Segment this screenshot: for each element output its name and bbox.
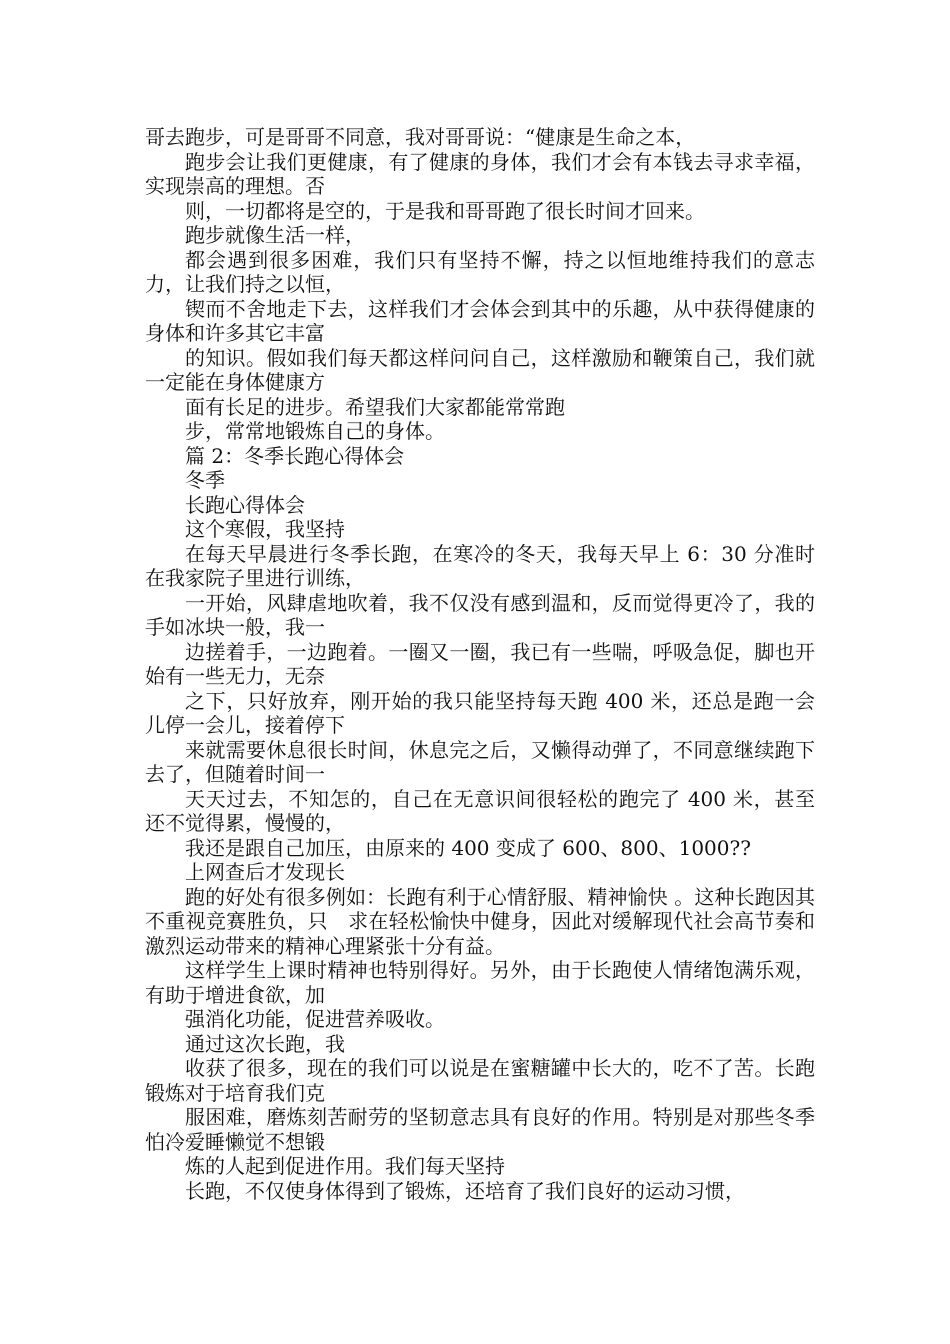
paragraph: 服困难，磨炼刻苦耐劳的坚韧意志具有良好的作用。特别是对那些冬季怕冷爱睡懒觉不想锻 (145, 1105, 815, 1154)
paragraph: 天天过去，不知怎的，自己在无意识间很轻松的跑完了 400 米，甚至还不觉得累，慢慢的， (145, 786, 815, 835)
paragraph: 跑的好处有很多例如：长跑有利于心情舒服、精神愉快 。这种长跑因其不重视竞赛胜负，只 求在轻松愉快中健身，因此对缓解现代社会高节奏和激烈运动带来的精神心理紧张十分有益。 (145, 884, 815, 958)
paragraph: 这个寒假，我坚持 (185, 517, 345, 541)
paragraph: 都会遇到很多困难，我们只有坚持不懈，持之以恒地维持我们的意志力，让我们持之以恒， (145, 247, 815, 296)
paragraph: 长跑心得体会 (185, 492, 305, 517)
paragraph: 之下，只好放弃，刚开始的我只能坚持每天跑 400 米，还总是跑一会儿停一会儿，接着停下 (145, 688, 815, 737)
paragraph: 则，一切都将是空的，于是我和哥哥跑了很长时间才回来。 (185, 198, 705, 223)
paragraph: 这样学生上课时精神也特别得好。另外，由于长跑使人情绪饱满乐观，有助于增进食欲，加 (145, 958, 815, 1007)
paragraph: 在每天早晨进行冬季长跑，在寒冷的冬天，我每天早上 6：30 分准时在我家院子里进行训练， (145, 541, 815, 590)
paragraph: 跑步会让我们更健康，有了健康的身体，我们才会有本钱去寻求幸福，实现崇高的理想。否 (145, 149, 815, 198)
paragraph: 长跑，不仅使身体得到了锻炼，还培育了我们良好的运动习惯， (185, 1178, 745, 1203)
paragraph: 我还是跟自己加压，由原来的 400 变成了 600、800、1000?? (185, 835, 751, 860)
paragraph: 面有长足的进步。希望我们大家都能常常跑 (185, 394, 565, 419)
paragraph: 一开始，风肆虐地吹着，我不仅没有感到温和，反而觉得更冷了，我的手如冰块一般，我一 (145, 590, 815, 639)
paragraph: 边搓着手，一边跑着。一圈又一圈，我已有一些喘，呼吸急促，脚也开始有一些无力，无奈 (145, 639, 815, 688)
paragraph: 炼的人起到促进作用。我们每天坚持 (185, 1154, 505, 1178)
paragraph: 锲而不舍地走下去，这样我们才会体会到其中的乐趣，从中获得健康的身体和许多其它丰富 (145, 296, 815, 345)
section-heading: 篇 2：冬季长跑心得体会 (185, 443, 405, 468)
paragraph: 跑步就像生活一样， (185, 223, 365, 247)
paragraph: 哥去跑步，可是哥哥不同意，我对哥哥说：“健康是生命之本， (145, 125, 696, 149)
paragraph: 收获了很多，现在的我们可以说是在蜜糖罐中长大的，吃不了苦。长跑锻炼对于培育我们克 (145, 1056, 815, 1105)
paragraph: 来就需要休息很长时间，休息完之后，又懒得动弹了，不同意继续跑下去了，但随着时间一 (145, 737, 815, 786)
paragraph: 通过这次长跑，我 (185, 1031, 345, 1056)
paragraph: 步，常常地锻炼自己的身体。 (185, 419, 445, 443)
document-body (145, 125, 815, 1203)
paragraph: 上网查后才发现长 (185, 860, 345, 884)
paragraph: 强消化功能，促进营养吸收。 (185, 1007, 445, 1031)
paragraph: 的知识。假如我们每天都这样问问自己，这样激励和鞭策自己，我们就一定能在身体健康方 (145, 345, 815, 394)
paragraph: 冬季 (185, 468, 225, 492)
